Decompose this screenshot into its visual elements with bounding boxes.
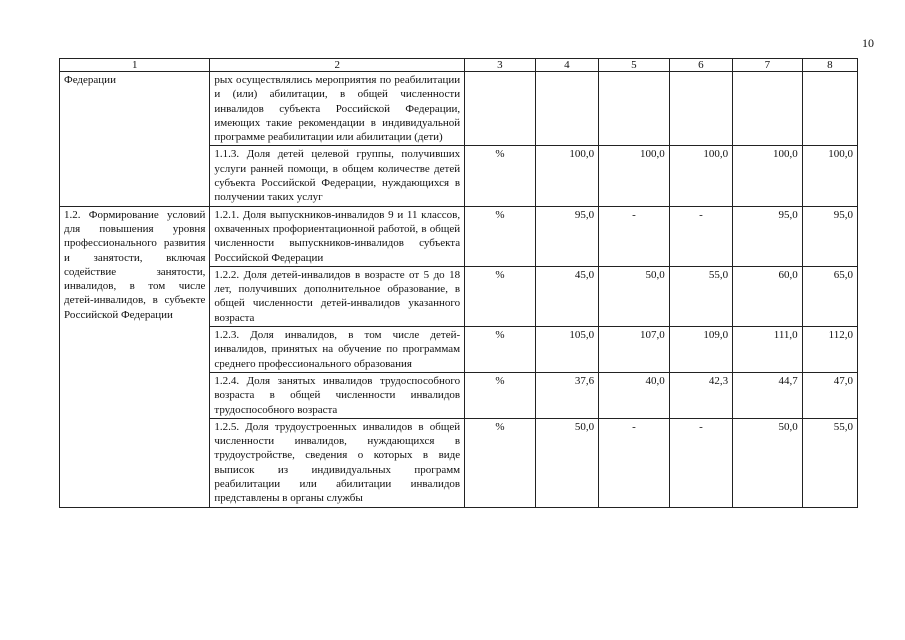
value-cell: 60,0: [733, 266, 803, 326]
value-cell: 50,0: [733, 418, 803, 507]
value-cell: -: [599, 206, 670, 266]
value-cell: 47,0: [802, 372, 857, 418]
value-cell: 37,6: [535, 372, 598, 418]
value-cell: 95,0: [802, 206, 857, 266]
indicator-cell: 1.2.1. Доля выпускников-инвалидов 9 и 11 классов, охваченных профориентационной работой, в общей численности выпускников-инвалидов субъекта Российской Федерации: [210, 206, 465, 266]
unit-cell: %: [465, 146, 536, 206]
value-cell: 44,7: [733, 372, 803, 418]
value-cell: 109,0: [669, 327, 732, 373]
value-cell: 95,0: [733, 206, 803, 266]
unit-cell: %: [465, 327, 536, 373]
section-cell: 1.2. Формирование условий для повышения уровня профессионального развития и занятости, включая содействие занятости, инвалидов, в том числе детей-инвалидов, в субъекте Российской Федерации: [60, 206, 210, 507]
column-header: 2: [210, 59, 465, 72]
value-cell: 50,0: [599, 266, 670, 326]
unit-cell: %: [465, 266, 536, 326]
table-header-row: [60, 59, 858, 72]
value-cell: 50,0: [535, 418, 598, 507]
value-cell: 107,0: [599, 327, 670, 373]
indicator-cell: 1.1.3. Доля детей целевой группы, получивших услуги ранней помощи, в общем количестве детей субъекта Российской Федерации, нуждающихся в получении таких услуг: [210, 146, 465, 206]
value-cell: 45,0: [535, 266, 598, 326]
column-header: 8: [802, 59, 857, 72]
indicator-cell: рых осуществлялись мероприятия по реабилитации и (или) абилитации, в общей численности инвалидов субъекта Российской Федерации, имеющих такие рекомендации в индивидуальной программе реабилитации или абилитации (дети): [210, 72, 465, 146]
table-row: [60, 206, 858, 266]
table-row: [60, 72, 858, 146]
value-cell: [802, 72, 857, 146]
value-cell: [733, 72, 803, 146]
value-cell: [669, 72, 732, 146]
value-cell: 65,0: [802, 266, 857, 326]
value-cell: 111,0: [733, 327, 803, 373]
indicator-cell: 1.2.3. Доля инвалидов, в том числе детей-инвалидов, принятых на обучение по программам среднего профессионального образования: [210, 327, 465, 373]
column-header: 3: [465, 59, 536, 72]
value-cell: -: [669, 418, 732, 507]
value-cell: -: [669, 206, 732, 266]
value-cell: 105,0: [535, 327, 598, 373]
indicator-cell: 1.2.4. Доля занятых инвалидов трудоспособного возраста в общей численности инвалидов трудоспособного возраста: [210, 372, 465, 418]
page-number: 10: [862, 36, 874, 50]
value-cell: 55,0: [669, 266, 732, 326]
value-cell: 100,0: [802, 146, 857, 206]
value-cell: 40,0: [599, 372, 670, 418]
value-cell: [599, 72, 670, 146]
value-cell: 42,3: [669, 372, 732, 418]
indicator-cell: 1.2.5. Доля трудоустроенных инвалидов в общей численности инвалидов, нуждающихся в трудоустройстве, сведения о которых в виде выписок из индивидуальных программ реабилитации или абилитации инвалидов представлены в органы службы: [210, 418, 465, 507]
column-header: 1: [60, 59, 210, 72]
value-cell: 100,0: [535, 146, 598, 206]
value-cell: 100,0: [669, 146, 732, 206]
value-cell: 100,0: [599, 146, 670, 206]
unit-cell: %: [465, 372, 536, 418]
unit-cell: %: [465, 418, 536, 507]
unit-cell: %: [465, 206, 536, 266]
value-cell: 100,0: [733, 146, 803, 206]
unit-cell: [465, 72, 536, 146]
column-header: 4: [535, 59, 598, 72]
column-header: 5: [599, 59, 670, 72]
section-cell: Федерации: [60, 72, 210, 207]
indicators-table: [59, 58, 858, 508]
column-header: 7: [733, 59, 803, 72]
column-header: 6: [669, 59, 732, 72]
value-cell: 95,0: [535, 206, 598, 266]
value-cell: -: [599, 418, 670, 507]
value-cell: 55,0: [802, 418, 857, 507]
indicator-cell: 1.2.2. Доля детей-инвалидов в возрасте от 5 до 18 лет, получивших дополнительное образование, в общей численности детей-инвалидов указанного возраста: [210, 266, 465, 326]
value-cell: [535, 72, 598, 146]
value-cell: 112,0: [802, 327, 857, 373]
